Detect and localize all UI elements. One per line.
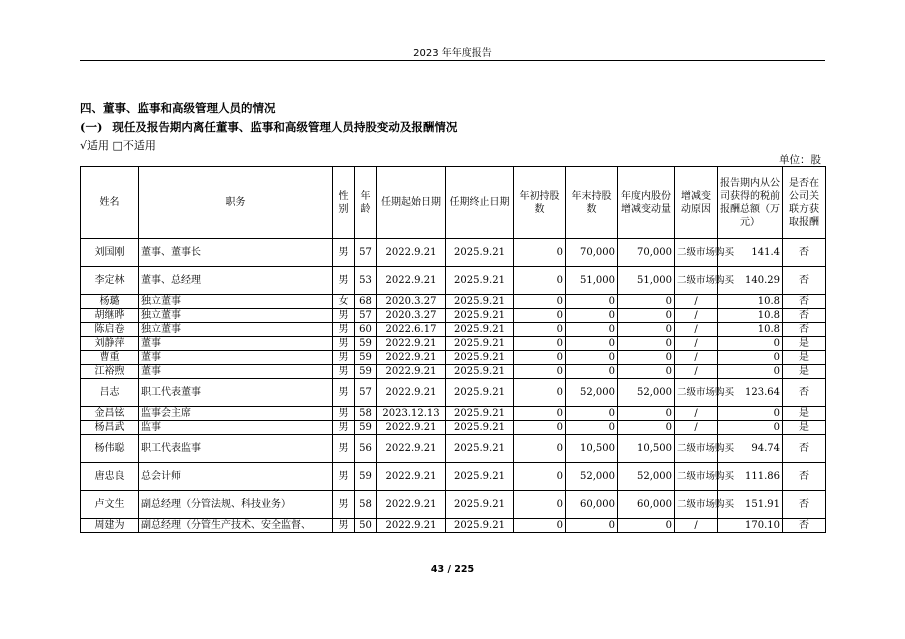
cell-age: 53: [355, 267, 377, 295]
cell-gender: 男: [333, 519, 355, 533]
cell-start: 2022.9.21: [377, 435, 446, 463]
cell-related: 否: [783, 295, 826, 309]
cell-pay: 0: [718, 365, 783, 379]
table-row: [81, 379, 826, 407]
cell-related: 是: [783, 337, 826, 351]
cell-reason: 二级市场购买: [675, 463, 718, 491]
cell-begin-shares: 0: [514, 519, 566, 533]
cell-title: 董事、董事长: [139, 239, 333, 267]
cell-end: 2025.9.21: [446, 519, 514, 533]
table-row: [81, 337, 826, 351]
cell-gender: 男: [333, 407, 355, 421]
header-cell: 性别: [333, 167, 355, 239]
cell-end: 2025.9.21: [446, 421, 514, 435]
cell-change: 51,000: [618, 267, 675, 295]
cell-begin-shares: 0: [514, 463, 566, 491]
table-row: [81, 295, 826, 309]
cell-end: 2025.9.21: [446, 267, 514, 295]
table-row: [81, 407, 826, 421]
cell-name: 李定林: [81, 267, 139, 295]
cell-reason: /: [675, 351, 718, 365]
cell-start: 2022.9.21: [377, 421, 446, 435]
cell-name: 江裕煦: [81, 365, 139, 379]
header-cell: 姓名: [81, 167, 139, 239]
cell-end: 2025.9.21: [446, 491, 514, 519]
cell-related: 否: [783, 519, 826, 533]
cell-gender: 男: [333, 309, 355, 323]
cell-pay: 151.91: [718, 491, 783, 519]
cell-related: 否: [783, 267, 826, 295]
cell-change: 0: [618, 323, 675, 337]
unit-label: 单位：股: [779, 154, 821, 166]
cell-pay: 170.10: [718, 519, 783, 533]
cell-begin-shares: 0: [514, 435, 566, 463]
cell-name: 刘静萍: [81, 337, 139, 351]
cell-related: 否: [783, 379, 826, 407]
cell-end-shares: 70,000: [566, 239, 618, 267]
cell-change: 0: [618, 407, 675, 421]
cell-begin-shares: 0: [514, 379, 566, 407]
cell-end-shares: 10,500: [566, 435, 618, 463]
cell-end: 2025.9.21: [446, 239, 514, 267]
cell-title: 监事: [139, 421, 333, 435]
header-divider: [80, 60, 825, 61]
cell-title: 独立董事: [139, 309, 333, 323]
cell-begin-shares: 0: [514, 295, 566, 309]
cell-title: 董事: [139, 365, 333, 379]
subsection-number: (一): [80, 120, 103, 134]
cell-change: 70,000: [618, 239, 675, 267]
cell-age: 60: [355, 323, 377, 337]
header-cell: 年龄: [355, 167, 377, 239]
cell-gender: 男: [333, 491, 355, 519]
cell-change: 60,000: [618, 491, 675, 519]
cell-end-shares: 51,000: [566, 267, 618, 295]
cell-start: 2022.9.21: [377, 463, 446, 491]
cell-gender: 女: [333, 295, 355, 309]
cell-end-shares: 52,000: [566, 463, 618, 491]
cell-related: 否: [783, 323, 826, 337]
cell-begin-shares: 0: [514, 323, 566, 337]
cell-end-shares: 0: [566, 351, 618, 365]
cell-change: 52,000: [618, 379, 675, 407]
cell-related: 否: [783, 309, 826, 323]
cell-gender: 男: [333, 379, 355, 407]
cell-pay: 123.64: [718, 379, 783, 407]
cell-age: 57: [355, 379, 377, 407]
cell-title: 董事: [139, 337, 333, 351]
table-row: [81, 463, 826, 491]
cell-end-shares: 0: [566, 519, 618, 533]
table-row: [81, 519, 826, 533]
cell-start: 2022.9.21: [377, 337, 446, 351]
cell-gender: 男: [333, 239, 355, 267]
cell-pay: 0: [718, 407, 783, 421]
table-row: [81, 267, 826, 295]
cell-related: 是: [783, 365, 826, 379]
table-row: [81, 239, 826, 267]
cell-name: 周建为: [81, 519, 139, 533]
header-cell: 任期起始日期: [377, 167, 446, 239]
cell-gender: 男: [333, 365, 355, 379]
cell-pay: 94.74: [718, 435, 783, 463]
subsection-title: [80, 119, 457, 135]
cell-end: 2025.9.21: [446, 309, 514, 323]
cell-begin-shares: 0: [514, 491, 566, 519]
cell-related: 是: [783, 351, 826, 365]
cell-age: 59: [355, 337, 377, 351]
cell-end-shares: 0: [566, 309, 618, 323]
cell-related: 否: [783, 491, 826, 519]
cell-end: 2025.9.21: [446, 337, 514, 351]
cell-pay: 10.8: [718, 295, 783, 309]
table-row: [81, 435, 826, 463]
header-cell: 年初持股数: [514, 167, 566, 239]
cell-name: 杨昌武: [81, 421, 139, 435]
cell-reason: /: [675, 337, 718, 351]
section-title: 四、董事、监事和高级管理人员的情况: [80, 101, 276, 115]
cell-related: 否: [783, 463, 826, 491]
cell-pay: 140.29: [718, 267, 783, 295]
cell-gender: 男: [333, 337, 355, 351]
shareholding-table: [80, 166, 826, 533]
cell-end-shares: 0: [566, 295, 618, 309]
cell-pay: 0: [718, 351, 783, 365]
cell-change: 0: [618, 519, 675, 533]
cell-end: 2025.9.21: [446, 407, 514, 421]
table-row: [81, 351, 826, 365]
cell-age: 68: [355, 295, 377, 309]
cell-end-shares: 0: [566, 323, 618, 337]
cell-begin-shares: 0: [514, 239, 566, 267]
cell-end: 2025.9.21: [446, 351, 514, 365]
cell-change: 0: [618, 351, 675, 365]
cell-pay: 111.86: [718, 463, 783, 491]
cell-gender: 男: [333, 323, 355, 337]
cell-title: 总会计师: [139, 463, 333, 491]
cell-title: 监事会主席: [139, 407, 333, 421]
cell-related: 是: [783, 421, 826, 435]
cell-change: 0: [618, 365, 675, 379]
cell-end: 2025.9.21: [446, 365, 514, 379]
cell-end-shares: 0: [566, 407, 618, 421]
cell-start: 2022.9.21: [377, 365, 446, 379]
cell-start: 2022.9.21: [377, 379, 446, 407]
cell-end: 2025.9.21: [446, 379, 514, 407]
cell-reason: 二级市场购买: [675, 239, 718, 267]
header-cell: 任期终止日期: [446, 167, 514, 239]
cell-start: 2022.9.21: [377, 491, 446, 519]
cell-reason: /: [675, 323, 718, 337]
cell-start: 2020.3.27: [377, 309, 446, 323]
cell-change: 0: [618, 337, 675, 351]
report-header: 2023 年年度报告: [413, 48, 492, 59]
table-header-row: [81, 167, 826, 239]
cell-name: 吕志: [81, 379, 139, 407]
cell-end-shares: 0: [566, 365, 618, 379]
cell-age: 56: [355, 435, 377, 463]
cell-start: 2022.6.17: [377, 323, 446, 337]
cell-title: 独立董事: [139, 295, 333, 309]
cell-age: 59: [355, 463, 377, 491]
header-cell: 是否在公司关联方获取报酬: [783, 167, 826, 239]
cell-end-shares: 0: [566, 421, 618, 435]
cell-change: 52,000: [618, 463, 675, 491]
cell-change: 10,500: [618, 435, 675, 463]
cell-title: 独立董事: [139, 323, 333, 337]
cell-age: 59: [355, 365, 377, 379]
cell-change: 0: [618, 309, 675, 323]
table-row: [81, 421, 826, 435]
cell-end: 2025.9.21: [446, 435, 514, 463]
cell-name: 杨璐: [81, 295, 139, 309]
cell-title: 副总经理（分管生产技术、安全监督、: [139, 519, 333, 533]
cell-begin-shares: 0: [514, 351, 566, 365]
cell-name: 曹重: [81, 351, 139, 365]
cell-age: 50: [355, 519, 377, 533]
cell-name: 刘国刚: [81, 239, 139, 267]
cell-title: 副总经理（分管法规、科技业务）: [139, 491, 333, 519]
cell-begin-shares: 0: [514, 421, 566, 435]
cell-begin-shares: 0: [514, 267, 566, 295]
cell-title: 职工代表监事: [139, 435, 333, 463]
cell-gender: 男: [333, 267, 355, 295]
cell-age: 58: [355, 491, 377, 519]
cell-age: 59: [355, 351, 377, 365]
cell-related: 是: [783, 407, 826, 421]
cell-related: 否: [783, 239, 826, 267]
cell-end: 2025.9.21: [446, 295, 514, 309]
cell-end: 2025.9.21: [446, 323, 514, 337]
cell-reason: /: [675, 309, 718, 323]
cell-reason: 二级市场购买: [675, 267, 718, 295]
cell-reason: 二级市场购买: [675, 491, 718, 519]
cell-gender: 男: [333, 463, 355, 491]
header-cell: 年度内股份增减变动量: [618, 167, 675, 239]
cell-reason: /: [675, 407, 718, 421]
cell-pay: 0: [718, 421, 783, 435]
cell-start: 2022.9.21: [377, 351, 446, 365]
cell-related: 否: [783, 435, 826, 463]
cell-begin-shares: 0: [514, 365, 566, 379]
cell-reason: 二级市场购买: [675, 379, 718, 407]
cell-name: 金昌铉: [81, 407, 139, 421]
cell-start: 2022.9.21: [377, 267, 446, 295]
cell-pay: 141.4: [718, 239, 783, 267]
cell-change: 0: [618, 421, 675, 435]
cell-title: 董事、总经理: [139, 267, 333, 295]
subsection-text: 现任及报告期内离任董事、监事和高级管理人员持股变动及报酬情况: [112, 120, 458, 134]
cell-start: 2022.9.21: [377, 519, 446, 533]
cell-name: 杨伟聪: [81, 435, 139, 463]
cell-age: 59: [355, 421, 377, 435]
cell-age: 58: [355, 407, 377, 421]
cell-title: 职工代表董事: [139, 379, 333, 407]
cell-reason: /: [675, 365, 718, 379]
cell-pay: 10.8: [718, 323, 783, 337]
cell-change: 0: [618, 295, 675, 309]
cell-pay: 0: [718, 337, 783, 351]
cell-name: 唐忠良: [81, 463, 139, 491]
cell-reason: /: [675, 421, 718, 435]
table-row: [81, 309, 826, 323]
cell-age: 57: [355, 239, 377, 267]
cell-name: 胡继晔: [81, 309, 139, 323]
cell-gender: 男: [333, 435, 355, 463]
table-row: [81, 323, 826, 337]
header-cell: 增减变动原因: [675, 167, 718, 239]
cell-pay: 10.8: [718, 309, 783, 323]
cell-name: 卢文生: [81, 491, 139, 519]
table-row: [81, 491, 826, 519]
header-cell: 报告期内从公司获得的税前报酬总额（万元）: [718, 167, 783, 239]
cell-gender: 男: [333, 421, 355, 435]
cell-end: 2025.9.21: [446, 463, 514, 491]
cell-begin-shares: 0: [514, 337, 566, 351]
cell-start: 2020.3.27: [377, 295, 446, 309]
cell-gender: 男: [333, 351, 355, 365]
cell-end-shares: 52,000: [566, 379, 618, 407]
cell-end-shares: 60,000: [566, 491, 618, 519]
cell-name: 陈启卷: [81, 323, 139, 337]
cell-title: 董事: [139, 351, 333, 365]
page-number: 43 / 225: [430, 564, 475, 575]
header-cell: 职务: [139, 167, 333, 239]
cell-start: 2022.9.21: [377, 239, 446, 267]
applicability-checkboxes: √适用 □不适用: [80, 139, 156, 152]
cell-begin-shares: 0: [514, 407, 566, 421]
cell-age: 57: [355, 309, 377, 323]
cell-reason: /: [675, 519, 718, 533]
cell-begin-shares: 0: [514, 309, 566, 323]
header-cell: 年末持股数: [566, 167, 618, 239]
cell-start: 2023.12.13: [377, 407, 446, 421]
cell-end-shares: 0: [566, 337, 618, 351]
table-row: [81, 365, 826, 379]
cell-reason: 二级市场购买: [675, 435, 718, 463]
cell-reason: /: [675, 295, 718, 309]
